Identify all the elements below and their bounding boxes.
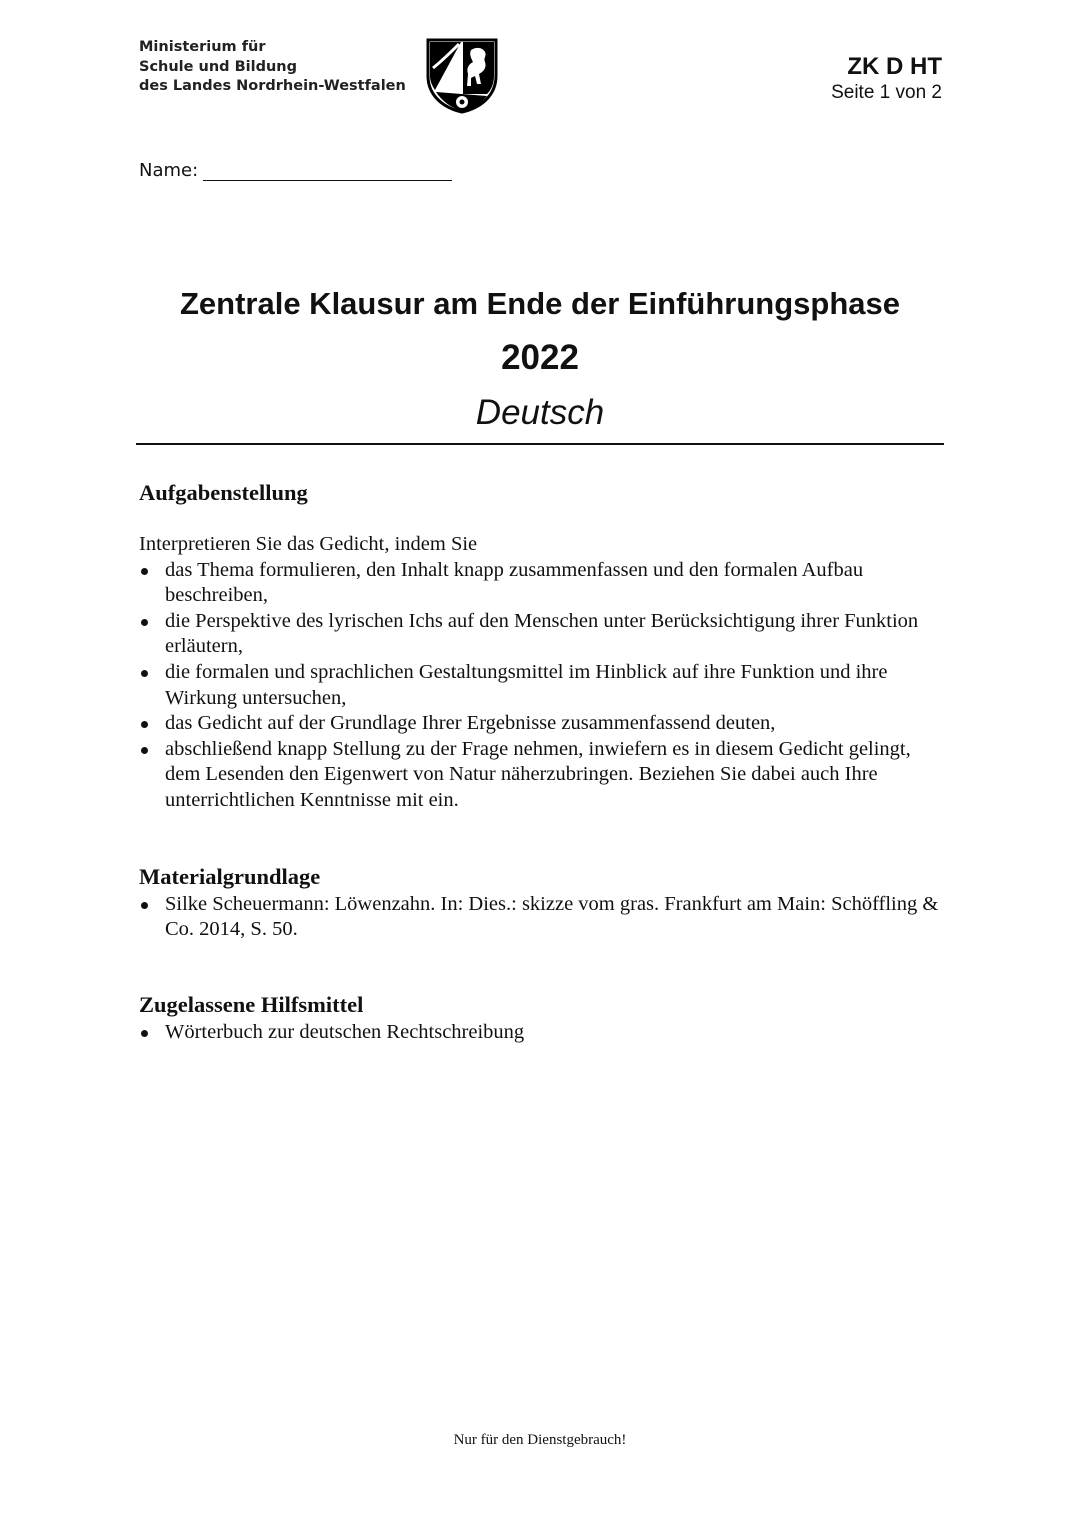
doc-code: ZK D HT — [847, 53, 942, 80]
aids-list — [139, 1020, 939, 1046]
task-heading: Aufgabenstellung — [139, 480, 308, 505]
page-info: Seite 1 von 2 — [831, 82, 942, 103]
list-item: Wörterbuch zur deutschen Rechtschreibung — [139, 1020, 939, 1046]
list-item: Silke Scheuermann: Löwenzahn. In: Dies.: skizze vom gras. Frankfurt am Main: Schöffling & Co. 2014, S. 50. — [139, 892, 939, 943]
list-item: das Thema formulieren, den Inhalt knapp zusammenfassen und den formalen Aufbau beschreiben, — [139, 558, 939, 609]
list-item: die formalen und sprachlichen Gestaltungsmittel im Hinblick auf ihre Funktion und ihre Wirkung untersuchen, — [139, 660, 939, 711]
name-blank-line — [203, 160, 452, 181]
title-subject: Deutsch — [475, 393, 605, 432]
title-block — [0, 282, 1080, 435]
ministry-line-2: Schule und Bildung — [139, 58, 298, 75]
footer-note: Nur für den Dienstgebrauch! — [453, 1432, 627, 1448]
nrw-coat-of-arms-icon — [425, 38, 499, 114]
title-divider — [136, 443, 944, 445]
document-id — [831, 53, 942, 105]
list-item: abschließend knapp Stellung zu der Frage nehmen, inwiefern es in diesem Gedicht gelingt, dem Lesenden den Eigenwert von Natur näherzubringen. Beziehen Sie dabei auch Ihre unterrichtlichen Kenntnisse mit ein. — [139, 737, 939, 814]
ministry-name — [139, 38, 406, 97]
page-title: Zentrale Klausur am Ende der Einführungsphase — [179, 286, 901, 321]
main-content — [139, 478, 939, 1045]
list-item: das Gedicht auf der Grundlage Ihrer Ergebnisse zusammenfassend deuten, — [139, 711, 939, 737]
material-heading: Materialgrundlage — [139, 863, 321, 889]
title-year: 2022 — [501, 338, 579, 377]
task-intro: Interpretieren Sie das Gedicht, indem Sie — [139, 533, 478, 555]
list-item: die Perspektive des lyrischen Ichs auf den Menschen unter Berücksichtigung ihrer Funktion erläutern, — [139, 609, 939, 660]
name-field — [139, 160, 452, 181]
material-list — [139, 892, 939, 943]
aids-heading: Zugelassene Hilfsmittel — [139, 991, 364, 1017]
name-label: Name: — [139, 160, 199, 181]
task-list — [139, 558, 939, 814]
ministry-line-3: des Landes Nordrhein-Westfalen — [139, 78, 406, 94]
ministry-line-1: Ministerium für — [139, 39, 266, 55]
